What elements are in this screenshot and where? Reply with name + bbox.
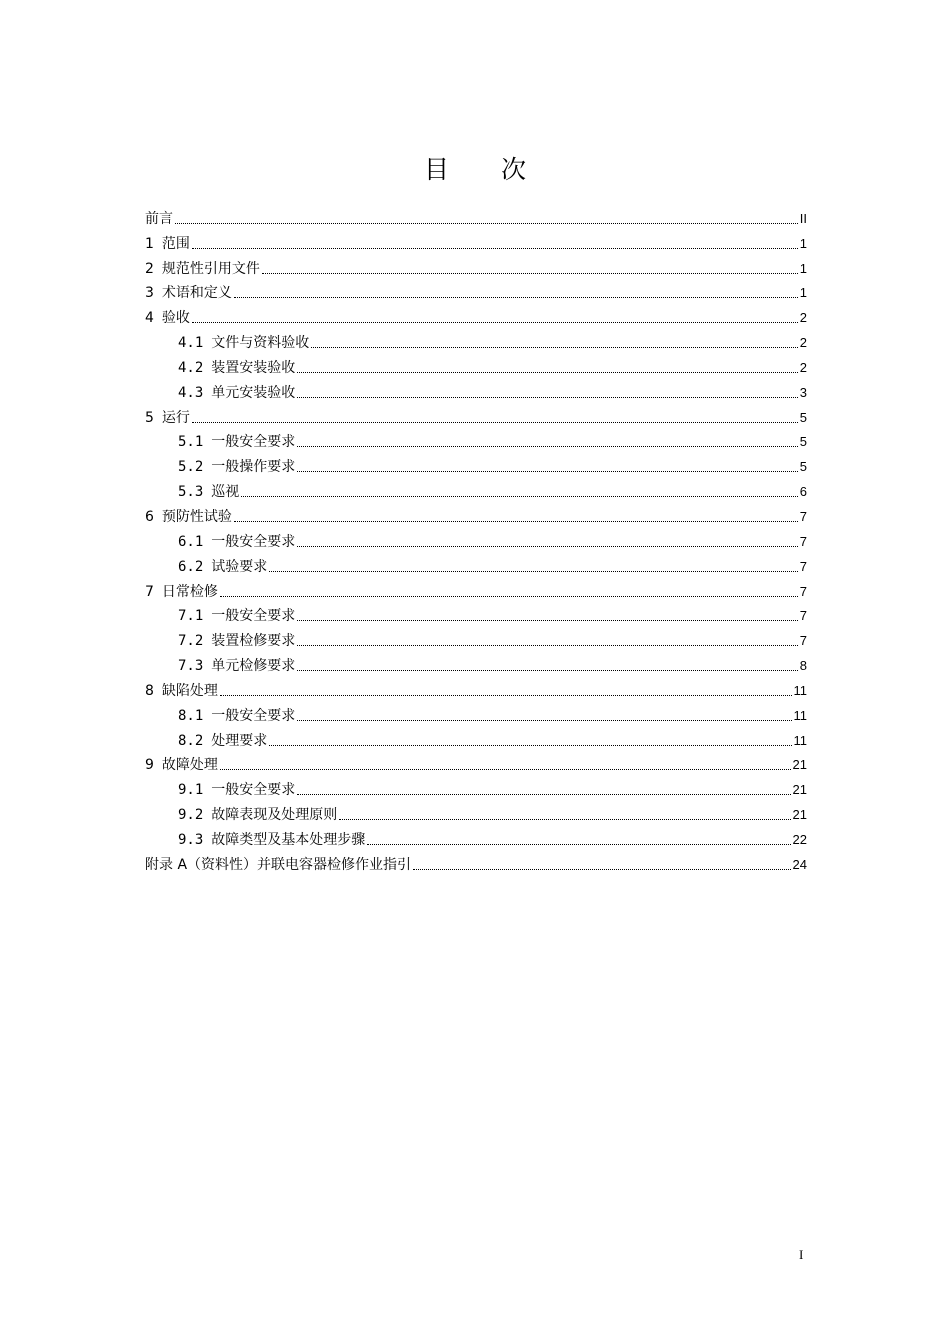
toc-entry-page: 5 [799,409,807,425]
toc-entry[interactable] [145,377,807,402]
toc-entry-label [178,607,295,625]
toc-entry-text: 一般安全要求 [211,608,296,625]
toc-entry-page: 6 [799,484,807,500]
toc-entry[interactable] [145,451,807,476]
toc-entry-text: 单元检修要求 [211,658,296,675]
toc-leader-dots [297,397,797,398]
toc-entry-label [178,433,295,451]
toc-entry-page: 5 [799,459,807,475]
toc-leader-dots [311,347,797,348]
toc-entry-page: 1 [799,235,807,251]
toc-entry-page: 7 [799,558,807,574]
toc-entry-page: 11 [793,682,807,698]
toc-entry-text: 故障类型及基本处理步骤 [211,831,366,848]
page-title: 目 次 [424,155,548,184]
toc-entry[interactable] [145,625,807,650]
toc-entry[interactable] [145,476,807,501]
toc-leader-dots [220,596,798,597]
toc-leader-dots [297,720,791,721]
toc-entry-text: 一般安全要求 [211,782,296,799]
toc-entry-page: 24 [792,856,807,872]
toc-entry-text: 装置安装验收 [211,359,296,376]
toc-entry-text: 缺陷处理 [161,682,218,699]
toc-entry-number: 7.2 [178,633,204,650]
toc-entry-label [178,334,309,352]
toc-entry-page: 2 [799,335,807,351]
toc-entry-number: 6.2 [178,558,204,575]
toc-entry-label [178,781,295,799]
toc-leader-dots [297,620,797,621]
toc-entry-number: 9 [145,757,154,774]
toc-entry[interactable] [145,402,807,427]
toc-entry-label [178,558,267,576]
toc-entry-number: 2 [145,260,154,277]
toc-entry[interactable] [145,774,807,799]
toc-entry-number: 8 [145,682,154,699]
toc-entry-label [178,384,295,402]
toc-leader-dots [297,546,797,547]
toc-leader-dots [192,422,798,423]
toc-entry[interactable] [145,700,807,725]
toc-entry-label [145,260,260,278]
toc-entry-page: II [799,210,807,226]
toc-entry-text: 单元安装验收 [211,384,296,401]
toc-entry-label [178,707,295,725]
toc-entry-number: 9.3 [178,831,204,848]
toc-entry-number: 8.2 [178,732,204,749]
toc-leader-dots [297,372,797,373]
toc-leader-dots [192,248,798,249]
toc-entry-number: 5.3 [178,484,204,501]
toc-entry-number: 5.2 [178,459,204,476]
toc-entry-label [145,583,218,601]
toc-entry-text: 故障处理 [161,757,218,774]
toc-entry[interactable] [145,228,807,253]
toc-entry-page: 21 [792,757,807,773]
toc-entry-number: 4.3 [178,384,204,401]
toc-entry-label [145,235,190,253]
toc-leader-dots [269,745,791,746]
toc-entry-text: 文件与资料验收 [211,335,310,352]
toc-entry[interactable] [145,650,807,675]
toc-entry-label [178,806,337,824]
toc-entry-text: 规范性引用文件 [161,260,260,277]
toc-entry-label [145,756,218,774]
toc-entry-page: 21 [792,807,807,823]
toc-entry-text: 预防性试验 [161,508,232,525]
toc-entry-number: 4.2 [178,359,204,376]
toc-leader-dots [262,273,798,274]
toc-entry-text: 故障表现及处理原则 [211,807,338,824]
toc-entry-text: 巡视 [211,484,240,501]
toc-entry-number: 9.1 [178,782,204,799]
toc-entry-text: 验收 [161,310,190,327]
toc-entry-page: 7 [799,508,807,524]
toc-entry-label [145,210,173,228]
toc-entry[interactable] [145,526,807,551]
toc-entry[interactable] [145,327,807,352]
toc-entry[interactable] [145,675,807,700]
toc-leader-dots [339,819,790,820]
toc-entry[interactable] [145,302,807,327]
toc-entry-number: 5 [145,409,154,426]
toc-entry-number: 7.3 [178,658,204,675]
toc-entry-number: 6 [145,508,154,525]
toc-entry-number: 9.2 [178,807,204,824]
toc-entry[interactable] [145,750,807,775]
toc-entry[interactable] [145,253,807,278]
toc-entry-label [178,657,295,675]
toc-entry-page: 7 [799,583,807,599]
toc-entry-text: 处理要求 [211,732,268,749]
toc-entry[interactable] [145,352,807,377]
toc-leader-dots [297,446,797,447]
page-number: I [799,1247,804,1262]
toc-entry-page: 8 [799,658,807,674]
toc-entry[interactable] [145,551,807,576]
toc-entry-text: 一般安全要求 [211,707,296,724]
toc-leader-dots [269,571,797,572]
toc-entry-label [178,831,365,849]
toc-entry-label [145,508,232,526]
toc-entry-page: 1 [799,285,807,301]
toc-entry-text: 一般操作要求 [211,459,296,476]
toc-leader-dots [297,471,797,472]
toc-entry-page: 2 [799,359,807,375]
toc-entry-label [145,409,190,427]
toc-leader-dots [220,769,791,770]
toc-entry-number: 4.1 [178,335,204,352]
toc-leader-dots [367,844,790,845]
toc-leader-dots [175,223,798,224]
toc-entry[interactable] [145,824,807,849]
toc-entry-text: 试验要求 [211,558,268,575]
toc-entry[interactable] [145,576,807,601]
toc-entry[interactable] [145,501,807,526]
toc-leader-dots [413,869,791,870]
toc-entry-text: 运行 [161,409,190,426]
toc-leader-dots [297,794,790,795]
toc-entry-label [145,682,218,700]
toc-entry-number: 1 [145,235,154,252]
toc-entry[interactable] [145,849,807,874]
toc-entry[interactable] [145,203,807,228]
toc-entry-label [178,533,295,551]
toc-entry[interactable] [145,799,807,824]
toc-entry[interactable] [145,427,807,452]
toc-entry-page: 11 [793,707,807,723]
toc-leader-dots [220,695,792,696]
toc-entry-label [178,483,239,501]
toc-leader-dots [241,496,797,497]
toc-entry-number: 8.1 [178,707,204,724]
toc-entry-page: 7 [799,533,807,549]
toc-entry-page: 7 [799,608,807,624]
toc-entry-text: 装置检修要求 [211,633,296,650]
toc-entry-text: 术语和定义 [161,285,232,302]
toc-leader-dots [234,521,798,522]
toc-entry-number: 3 [145,285,154,302]
toc-entry-number: 7.1 [178,608,204,625]
toc-entry-page: 3 [799,384,807,400]
toc-entry-text: 日常检修 [161,583,218,600]
toc-entry-label [178,632,295,650]
table-of-contents [145,203,807,874]
toc-entry-label [178,732,267,750]
toc-entry-number: 5.1 [178,434,204,451]
toc-entry-page: 1 [799,260,807,276]
toc-entry-label [145,309,190,327]
toc-entry-text: 一般安全要求 [211,533,296,550]
toc-entry-number: 4 [145,310,154,327]
toc-entry[interactable] [145,278,807,303]
toc-leader-dots [192,322,798,323]
toc-entry[interactable] [145,725,807,750]
toc-entry-label [145,856,411,874]
toc-entry-page: 21 [792,782,807,798]
toc-entry-page: 2 [799,310,807,326]
toc-entry-number: 6.1 [178,533,204,550]
toc-entry-text: 前言 [145,210,173,227]
toc-entry-text: 范围 [161,235,190,252]
toc-entry-page: 5 [799,434,807,450]
toc-entry-text: 附录 A（资料性）并联电容器检修作业指引 [145,856,412,873]
toc-entry-label [178,359,295,377]
toc-entry-page: 11 [793,732,807,748]
toc-entry-text: 一般安全要求 [211,434,296,451]
toc-entry-number: 7 [145,583,154,600]
toc-leader-dots [297,670,797,671]
toc-leader-dots [297,645,797,646]
toc-entry-label [145,284,232,302]
toc-leader-dots [234,297,798,298]
toc-entry-label [178,458,295,476]
toc-entry-page: 7 [799,633,807,649]
toc-entry-page: 22 [792,831,807,847]
toc-entry[interactable] [145,601,807,626]
